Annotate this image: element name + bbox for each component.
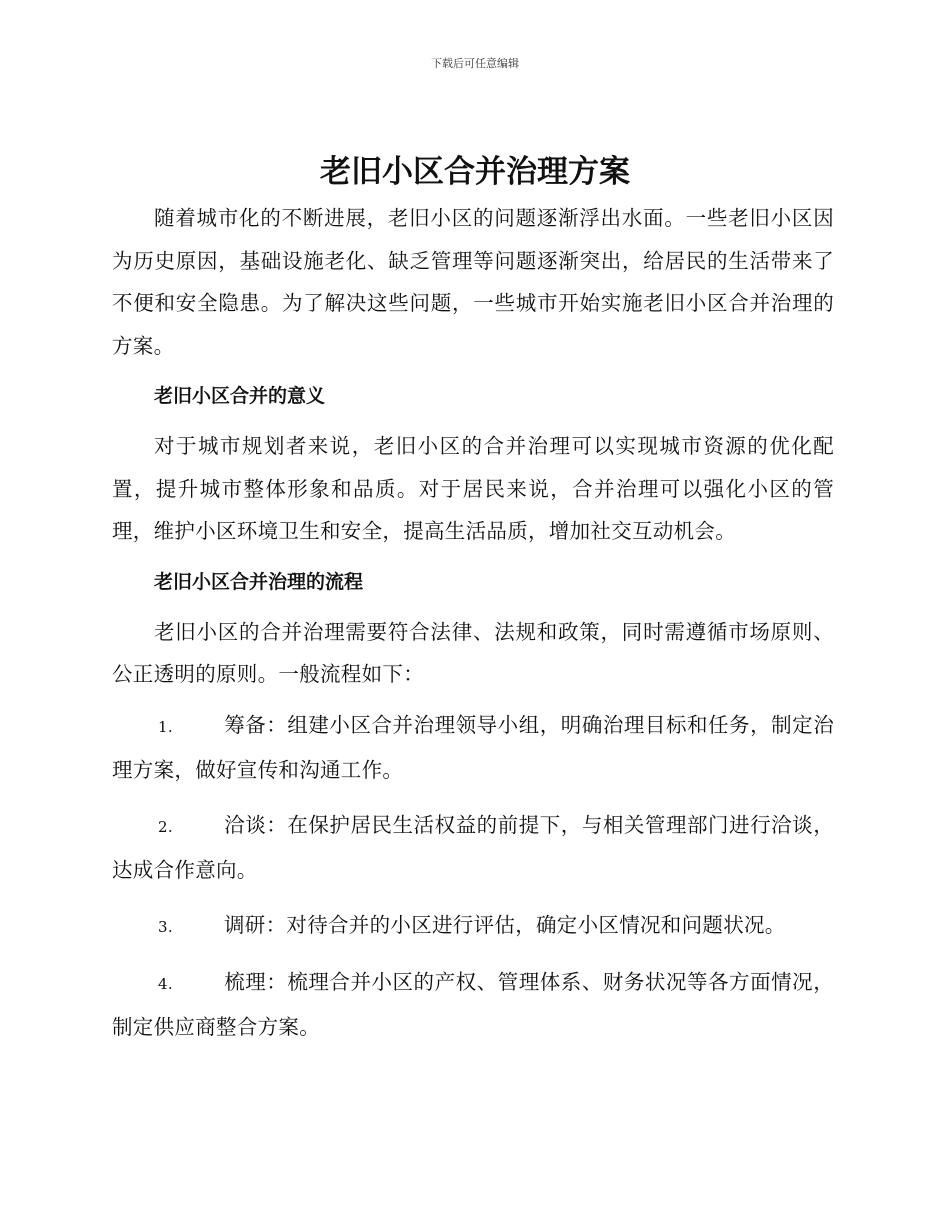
document-body [112, 197, 834, 1061]
list-item [112, 804, 834, 892]
list-item-number: 1. [158, 717, 173, 736]
list-item-text: 调研：对待合并的小区进行评估，确定小区情况和问题状况。 [224, 912, 786, 937]
intro-paragraph: 随着城市化的不断进展，老旧小区的问题逐渐浮出水面。一些老旧小区因为历史原因，基础设施老化、缺乏管理等问题逐渐突出，给居民的生活带来了不便和安全隐患。为了解决这些问题，一些城市开始实施老旧小区合并治理的方案。 [112, 206, 834, 358]
list-item-text: 筹备：组建小区合并治理领导小组，明确治理目标和任务，制定治理方案，做好宣传和沟通工作。 [112, 712, 834, 782]
page-header-note: 下载后可任意编辑 [431, 57, 519, 70]
significance-paragraph: 对于城市规划者来说，老旧小区的合并治理可以实现城市资源的优化配置，提升城市整体形象和品质。对于居民来说，合并治理可以强化小区的管理，维护小区环境卫生和安全，提高生活品质，增加社交互动机会。 [112, 434, 834, 543]
list-item-number: 3. [158, 917, 173, 936]
list-item-number: 2. [158, 817, 173, 836]
list-item [112, 904, 834, 949]
list-item [112, 704, 834, 792]
section-heading-significance: 老旧小区合并的意义 [154, 385, 326, 407]
list-item-text: 梳理：梳理合并小区的产权、管理体系、财务状况等各方面情况，制定供应商整合方案。 [112, 969, 834, 1039]
list-item [112, 961, 834, 1049]
list-item-text: 洽谈：在保护居民生活权益的前提下，与相关管理部门进行洽谈，达成合作意向。 [112, 812, 834, 882]
list-item-number: 4. [158, 974, 173, 993]
process-intro-paragraph: 老旧小区的合并治理需要符合法律、法规和政策，同时需遵循市场原则、公正透明的原则。一般流程如下： [112, 619, 834, 686]
document-title: 老旧小区合并治理方案 [320, 154, 630, 190]
section-heading-process: 老旧小区合并治理的流程 [154, 570, 364, 593]
